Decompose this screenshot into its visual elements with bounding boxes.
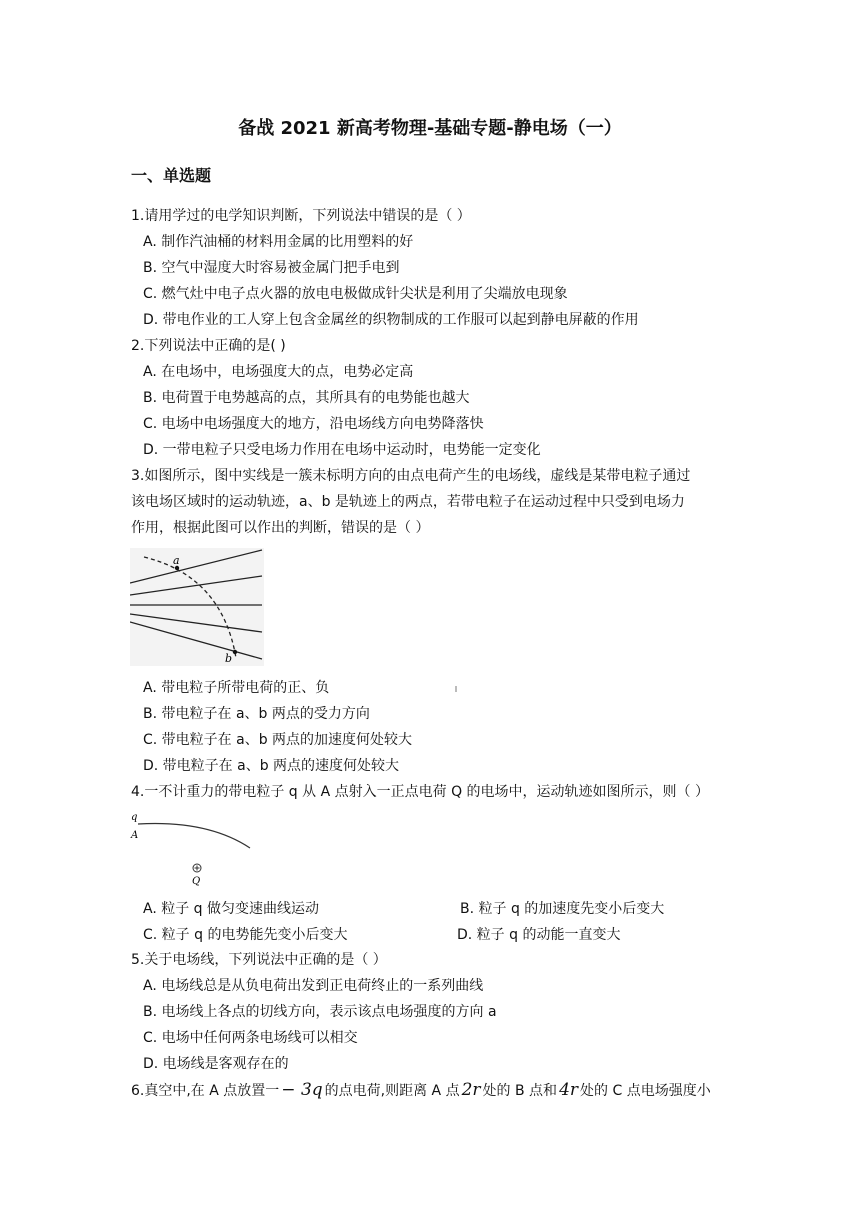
question-3-stem-line-1: 3.如图所示，图中实线是一簇未标明方向的由点电荷产生的电场线，虚线是某带电粒子通过 [131, 468, 691, 484]
question-1-option-d: D. 带电作业的工人穿上包含金属丝的织物制成的工作服可以起到静电屏蔽的作用 [143, 312, 639, 328]
question-2-option-b: B. 电荷置于电势越高的点，其所具有的电势能也越大 [143, 390, 470, 406]
question-3-stem-line-2: 该电场区域时的运动轨迹，a、b 是轨迹上的两点，若带电粒子在运动过程中只受到电场力 [131, 494, 685, 510]
point-a-label: a [173, 554, 180, 567]
question-1-option-a: A. 制作汽油桶的材料用金属的比用塑料的好 [143, 234, 414, 250]
question-2-stem: 2.下列说法中正确的是( ) [131, 338, 286, 354]
question-4-option-b: B. 粒子 q 的加速度先变小后变大 [460, 901, 665, 917]
question-2-option-c: C. 电场中电场强度大的地方，沿电场线方向电势降落快 [143, 416, 484, 432]
question-5-option-a: A. 电场线总是从负电荷出发到正电荷终止的一系列曲线 [143, 978, 484, 994]
question-5-stem: 5.关于电场线，下列说法中正确的是（ ） [131, 952, 387, 968]
question-2-option-a: A. 在电场中，电场强度大的点，电势必定高 [143, 364, 414, 380]
question-1-option-b: B. 空气中湿度大时容易被金属门把手电到 [143, 260, 400, 276]
question-6-text-1: 6.真空中,在 A 点放置一 [131, 1083, 280, 1099]
charge-Q-label: Q [192, 876, 201, 887]
charge-q-label: q [131, 812, 138, 823]
question-3-option-a: A. 带电粒子所带电荷的正、负 [143, 680, 330, 696]
question-3-stem-line-3: 作用，根据此图可以作出的判断，错误的是（ ） [131, 520, 430, 536]
question-4-option-d: D. 粒子 q 的动能一直变大 [457, 927, 621, 943]
question-4-stem: 4.一不计重力的带电粒子 q 从 A 点射入一正点电荷 Q 的电场中，运动轨迹如图所示，则（ ） [131, 784, 709, 800]
question-6-stem [131, 1080, 711, 1101]
electric-field-lines-figure [130, 548, 264, 666]
question-3-option-b: B. 带电粒子在 a、b 两点的受力方向 [143, 706, 370, 722]
question-4-option-c: C. 粒子 q 的电势能先变小后变大 [143, 927, 348, 943]
charge-trajectory-figure [128, 808, 268, 890]
page-title: 备战 2021 新高考物理-基础专题-静电场（一） [238, 118, 622, 139]
question-5-option-d: D. 电场线是客观存在的 [143, 1056, 289, 1072]
point-b-marker [233, 650, 237, 654]
question-5-option-b: B. 电场线上各点的切线方向，表示该点电场强度的方向 a [143, 1004, 497, 1020]
point-A-label: A [131, 830, 139, 841]
question-3-option-c: C. 带电粒子在 a、b 两点的加速度何处较大 [143, 732, 413, 748]
point-b-label: b [225, 652, 233, 665]
question-4-option-a: A. 粒子 q 做匀变速曲线运动 [143, 901, 320, 917]
section-heading: 一、单选题 [131, 166, 212, 185]
question-2-option-d: D. 一带电粒子只受电场力作用在电场中运动时，电势能一定变化 [143, 442, 541, 458]
question-1-stem: 1.请用学过的电学知识判断，下列说法中错误的是（ ） [131, 208, 471, 224]
question-6-text-3: 处的 B 点和 [482, 1083, 558, 1099]
stray-mark [455, 686, 457, 692]
trajectory-curve [138, 824, 250, 849]
question-6-text-2: 的点电荷,则距离 A 点 [324, 1083, 460, 1099]
question-3-option-d: D. 带电粒子在 a、b 两点的速度何处较大 [143, 758, 400, 774]
distance-4r: 4r [559, 1080, 579, 1100]
question-1-option-c: C. 燃气灶中电子点火器的放电电极做成针尖状是利用了尖端放电现象 [143, 286, 568, 302]
charge-expression: − 3q [281, 1080, 323, 1100]
question-6-text-4: 处的 C 点电场强度小 [580, 1083, 711, 1099]
distance-2r: 2r [461, 1080, 481, 1100]
question-5-option-c: C. 电场中任何两条电场线可以相交 [143, 1030, 358, 1046]
